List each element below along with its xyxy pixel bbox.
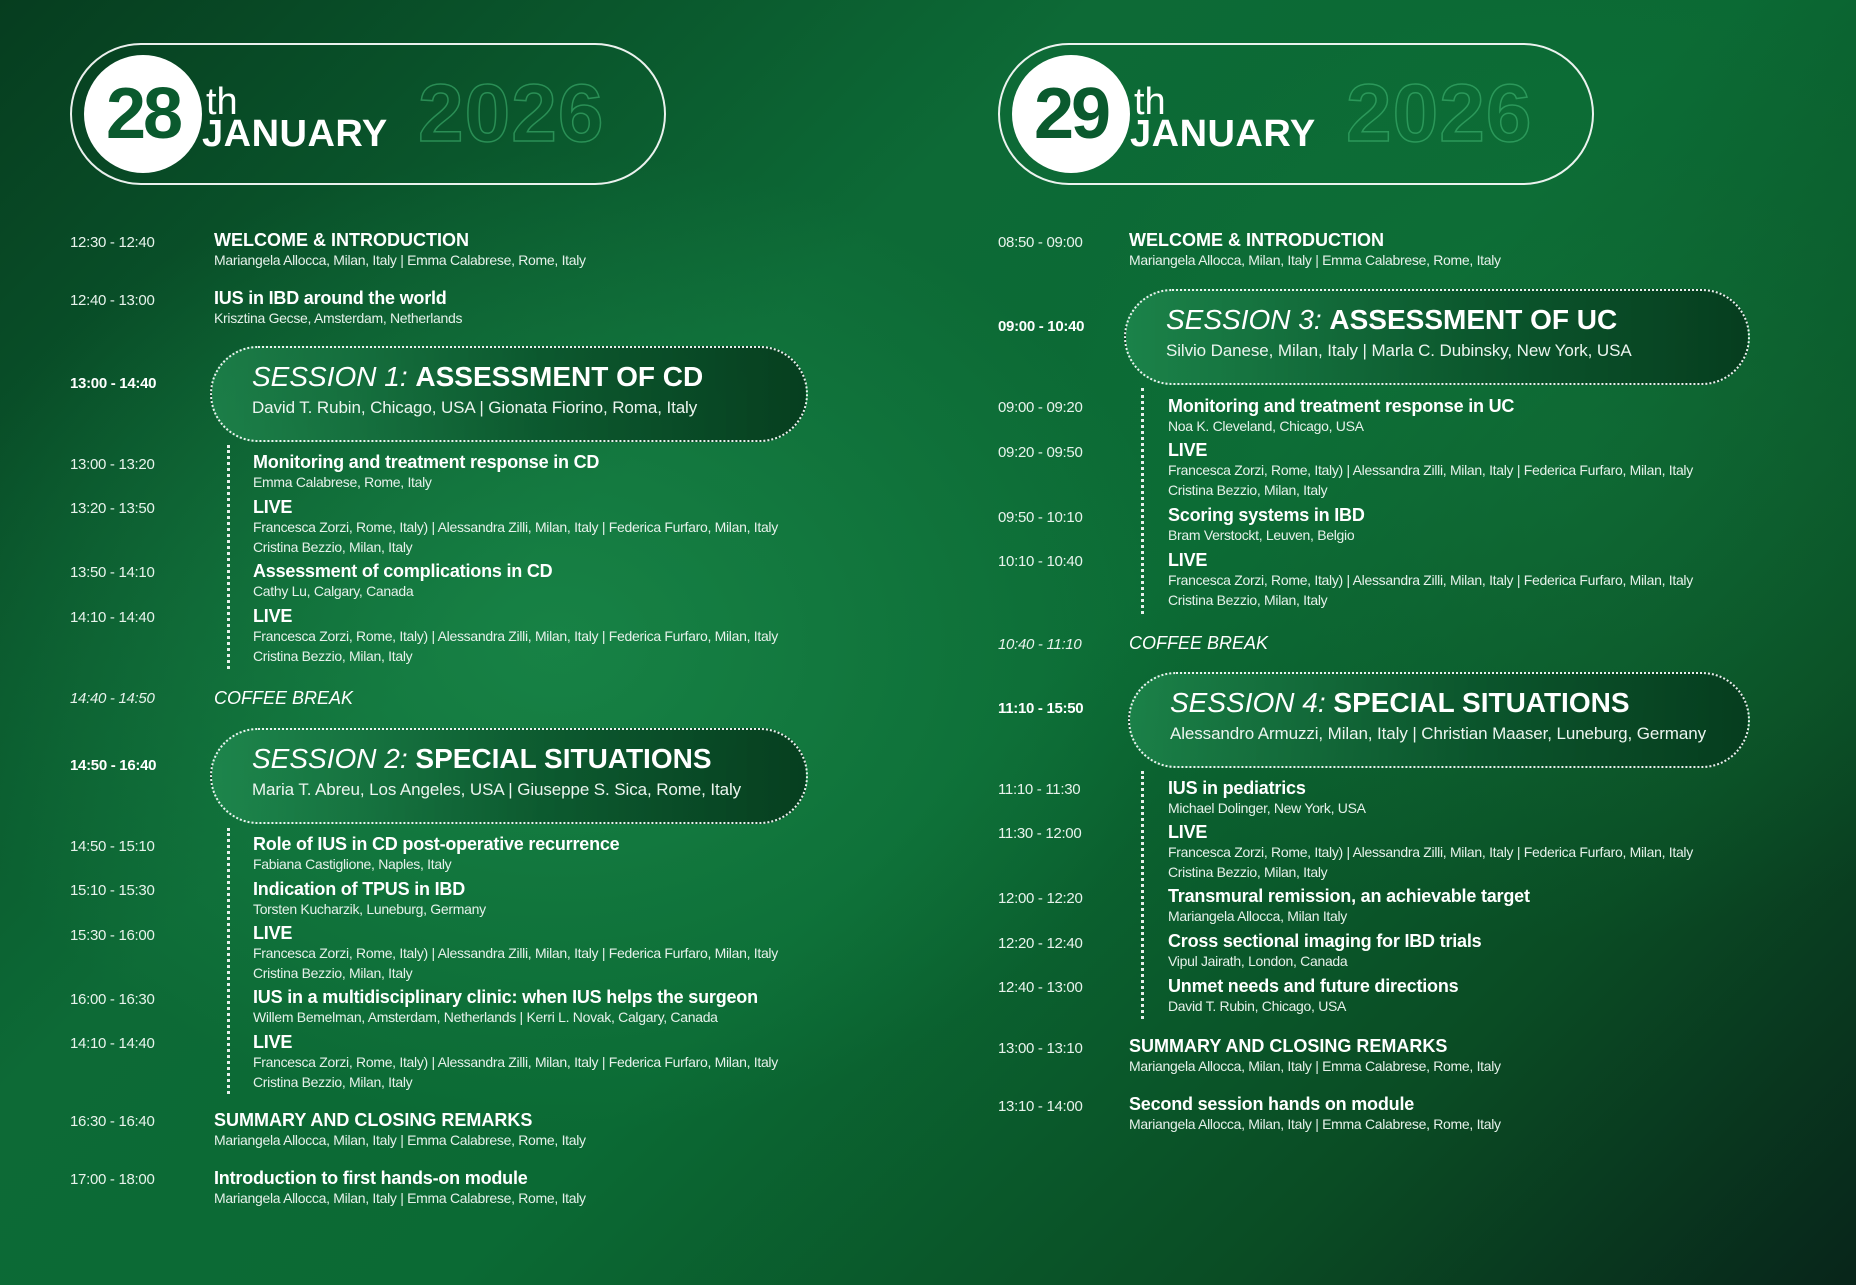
session-chairs: Maria T. Abreu, Los Angeles, USA | Giuseppe S. Sica, Rome, Italy [252, 780, 742, 799]
item-speaker: Krisztina Gecse, Amsterdam, Netherlands [214, 310, 463, 326]
time-slot: 12:40 - 13:00 [998, 979, 1083, 996]
session-chairs: David T. Rubin, Chicago, USA | Gionata Fiorino, Roma, Italy [252, 398, 698, 417]
session-time: 14:50 - 16:40 [70, 757, 157, 774]
month-label: JANUARY [202, 113, 388, 155]
item-speaker-line2: Cristina Bezzio, Milan, Italy [253, 965, 413, 981]
item-title: WELCOME & INTRODUCTION [214, 230, 469, 250]
session-time: 09:00 - 10:40 [998, 318, 1085, 335]
item-speaker: Mariangela Allocca, Milan, Italy | Emma Calabrese, Rome, Italy [214, 1132, 586, 1148]
session-title [1170, 686, 1630, 720]
item-title: COFFEE BREAK [1129, 633, 1269, 653]
item-speaker-line2: Cristina Bezzio, Milan, Italy [1168, 482, 1328, 498]
item-title: Cross sectional imaging for IBD trials [1168, 931, 1482, 951]
item-speaker: Michael Dolinger, New York, USA [1168, 800, 1366, 816]
item-title: LIVE [253, 497, 293, 517]
year-label: 2026 [418, 68, 605, 159]
session-2-banner [210, 728, 808, 824]
item-speaker: Willem Bemelman, Amsterdam, Netherlands | Kerri L. Novak, Calgary, Canada [253, 1009, 718, 1025]
agenda-item [214, 288, 462, 328]
session-2-timeline [227, 828, 230, 1094]
item-speaker-line2: Cristina Bezzio, Milan, Italy [253, 539, 413, 555]
item-title: WELCOME & INTRODUCTION [1129, 230, 1384, 250]
time-slot: 16:30 - 16:40 [70, 1113, 155, 1130]
item-speaker: Francesca Zorzi, Rome, Italy) | Alessandra Zilli, Milan, Italy | Federica Furfaro, Milan, Italy [253, 519, 778, 535]
item-title: Introduction to first hands-on module [214, 1168, 528, 1188]
item-speaker: Cathy Lu, Calgary, Canada [253, 583, 414, 599]
day-suffix: th [206, 81, 238, 123]
session-title [252, 360, 703, 394]
session-number: SESSION 1: [252, 361, 408, 392]
agenda-item [1168, 505, 1365, 545]
item-speaker: Mariangela Allocca, Milan, Italy | Emma Calabrese, Rome, Italy [1129, 1058, 1501, 1074]
item-title: Monitoring and treatment response in CD [253, 452, 600, 472]
item-speaker-line2: Cristina Bezzio, Milan, Italy [253, 1074, 413, 1090]
agenda-item [253, 1032, 778, 1092]
month-label: JANUARY [1130, 113, 1316, 155]
item-speaker: Vipul Jairath, London, Canada [1168, 953, 1348, 969]
item-speaker: Noa K. Cleveland, Chicago, USA [1168, 418, 1364, 434]
item-speaker: Francesca Zorzi, Rome, Italy) | Alessandra Zilli, Milan, Italy | Federica Furfaro, Milan, Italy [253, 628, 778, 644]
agenda-item [214, 1110, 586, 1150]
time-slot: 11:10 - 11:30 [998, 781, 1081, 798]
time-slot: 16:00 - 16:30 [70, 991, 155, 1008]
year-label: 2026 [1346, 68, 1533, 159]
item-speaker: Mariangela Allocca, Milan, Italy | Emma Calabrese, Rome, Italy [214, 1190, 586, 1206]
item-speaker: Francesca Zorzi, Rome, Italy) | Alessandra Zilli, Milan, Italy | Federica Furfaro, Milan, Italy [1168, 572, 1693, 588]
item-title: Scoring systems in IBD [1168, 505, 1365, 525]
session-name: ASSESSMENT OF CD [415, 361, 704, 392]
item-title: SUMMARY AND CLOSING REMARKS [214, 1110, 533, 1130]
agenda-item [1168, 440, 1693, 500]
item-speaker-line2: Cristina Bezzio, Milan, Italy [1168, 864, 1328, 880]
date-header-29 [998, 43, 1594, 185]
agenda-item [253, 879, 486, 919]
agenda-item [253, 452, 599, 492]
item-title: Monitoring and treatment response in UC [1168, 396, 1515, 416]
item-title: LIVE [1168, 440, 1208, 460]
item-title: IUS in pediatrics [1168, 778, 1306, 798]
day-number: 29 [1012, 55, 1130, 173]
item-title: LIVE [253, 606, 293, 626]
item-speaker: Fabiana Castiglione, Naples, Italy [253, 856, 452, 872]
time-slot: 09:20 - 09:50 [998, 444, 1083, 461]
agenda-item [214, 1168, 586, 1208]
agenda-item [253, 561, 552, 601]
session-4-banner [1128, 672, 1750, 768]
session-3-banner [1124, 289, 1750, 385]
item-speaker: David T. Rubin, Chicago, USA [1168, 998, 1347, 1014]
item-title: Role of IUS in CD post-operative recurrence [253, 834, 620, 854]
day-number: 28 [84, 55, 202, 173]
item-speaker: Mariangela Allocca, Milan Italy [1168, 908, 1348, 924]
item-speaker: Francesca Zorzi, Rome, Italy) | Alessandra Zilli, Milan, Italy | Federica Furfaro, Milan, Italy [1168, 844, 1693, 860]
time-slot: 13:20 - 13:50 [70, 500, 155, 517]
date-header-28 [70, 43, 666, 185]
agenda-item [1129, 1094, 1501, 1134]
agenda-item [1168, 396, 1514, 436]
item-title: LIVE [253, 1032, 293, 1052]
time-slot: 09:50 - 10:10 [998, 509, 1083, 526]
item-title: LIVE [1168, 550, 1208, 570]
item-speaker-line2: Cristina Bezzio, Milan, Italy [1168, 592, 1328, 608]
time-slot: 11:30 - 12:00 [998, 825, 1082, 842]
agenda-item [1168, 550, 1693, 610]
item-speaker: Mariangela Allocca, Milan, Italy | Emma Calabrese, Rome, Italy [1129, 252, 1501, 268]
session-number: SESSION 2: [252, 743, 408, 774]
time-slot: 12:40 - 13:00 [70, 292, 155, 309]
coffee-break [1129, 633, 1268, 653]
item-title: Unmet needs and future directions [1168, 976, 1459, 996]
agenda-item [1129, 1036, 1501, 1076]
item-speaker: Mariangela Allocca, Milan, Italy | Emma Calabrese, Rome, Italy [214, 252, 586, 268]
item-speaker: Torsten Kucharzik, Luneburg, Germany [253, 901, 486, 917]
session-name: SPECIAL SITUATIONS [1333, 687, 1630, 718]
item-speaker: Francesca Zorzi, Rome, Italy) | Alessandra Zilli, Milan, Italy | Federica Furfaro, Milan, Italy [1168, 462, 1693, 478]
day-suffix: th [1134, 81, 1166, 123]
item-speaker: Francesca Zorzi, Rome, Italy) | Alessandra Zilli, Milan, Italy | Federica Furfaro, Milan, Italy [253, 945, 778, 961]
agenda-item [1168, 931, 1481, 971]
agenda-item [1129, 230, 1501, 270]
session-name: ASSESSMENT OF UC [1329, 304, 1618, 335]
time-slot: 12:30 - 12:40 [70, 234, 155, 251]
time-slot: 08:50 - 09:00 [998, 234, 1083, 251]
time-slot: 14:50 - 15:10 [70, 838, 155, 855]
session-chairs: Alessandro Armuzzi, Milan, Italy | Christian Maaser, Luneburg, Germany [1170, 724, 1706, 743]
agenda-item [1168, 778, 1366, 818]
item-title: LIVE [253, 923, 293, 943]
item-speaker: Francesca Zorzi, Rome, Italy) | Alessandra Zilli, Milan, Italy | Federica Furfaro, Milan, Italy [253, 1054, 778, 1070]
agenda-item [253, 497, 778, 557]
time-slot: 10:40 - 11:10 [998, 636, 1082, 653]
time-slot: 12:20 - 12:40 [998, 935, 1083, 952]
time-slot: 13:00 - 13:20 [70, 456, 155, 473]
time-slot: 15:30 - 16:00 [70, 927, 155, 944]
session-1-timeline [227, 445, 230, 669]
time-slot: 09:00 - 09:20 [998, 399, 1083, 416]
item-title: Transmural remission, an achievable target [1168, 886, 1530, 906]
session-1-banner [210, 346, 808, 442]
session-number: SESSION 3: [1166, 304, 1322, 335]
item-title: Second session hands on module [1129, 1094, 1415, 1114]
item-title: IUS in IBD around the world [214, 288, 447, 308]
session-4-timeline [1141, 771, 1144, 1019]
time-slot: 13:50 - 14:10 [70, 564, 155, 581]
session-chairs: Silvio Danese, Milan, Italy | Marla C. Dubinsky, New York, USA [1166, 341, 1632, 360]
session-time: 13:00 - 14:40 [70, 375, 157, 392]
item-speaker: Mariangela Allocca, Milan, Italy | Emma Calabrese, Rome, Italy [1129, 1116, 1501, 1132]
item-title: SUMMARY AND CLOSING REMARKS [1129, 1036, 1448, 1056]
coffee-break [214, 688, 353, 708]
time-slot: 13:00 - 13:10 [998, 1040, 1083, 1057]
agenda-item [1168, 976, 1458, 1016]
session-title [1166, 303, 1617, 337]
time-slot: 12:00 - 12:20 [998, 890, 1083, 907]
agenda-item [253, 923, 778, 983]
time-slot: 14:40 - 14:50 [70, 690, 155, 707]
time-slot: 15:10 - 15:30 [70, 882, 155, 899]
agenda-item [1168, 822, 1693, 882]
agenda-item [1168, 886, 1530, 926]
item-title: LIVE [1168, 822, 1208, 842]
time-slot: 14:10 - 14:40 [70, 1035, 155, 1052]
item-title: Indication of TPUS in IBD [253, 879, 465, 899]
agenda-item [253, 834, 619, 874]
agenda-item [214, 230, 586, 270]
session-title [252, 742, 712, 776]
item-speaker-line2: Cristina Bezzio, Milan, Italy [253, 648, 413, 664]
session-3-timeline [1141, 388, 1144, 614]
agenda-item [253, 987, 758, 1027]
time-slot: 17:00 - 18:00 [70, 1171, 155, 1188]
item-speaker: Emma Calabrese, Rome, Italy [253, 474, 432, 490]
item-title: IUS in a multidisciplinary clinic: when IUS helps the surgeon [253, 987, 758, 1007]
session-name: SPECIAL SITUATIONS [415, 743, 712, 774]
item-title: COFFEE BREAK [214, 688, 354, 708]
time-slot: 10:10 - 10:40 [998, 553, 1083, 570]
agenda-item [253, 606, 778, 666]
item-speaker: Bram Verstockt, Leuven, Belgio [1168, 527, 1355, 543]
session-time: 11:10 - 15:50 [998, 700, 1084, 717]
time-slot: 13:10 - 14:00 [998, 1098, 1083, 1115]
item-title: Assessment of complications in CD [253, 561, 553, 581]
session-number: SESSION 4: [1170, 687, 1326, 718]
time-slot: 14:10 - 14:40 [70, 609, 155, 626]
